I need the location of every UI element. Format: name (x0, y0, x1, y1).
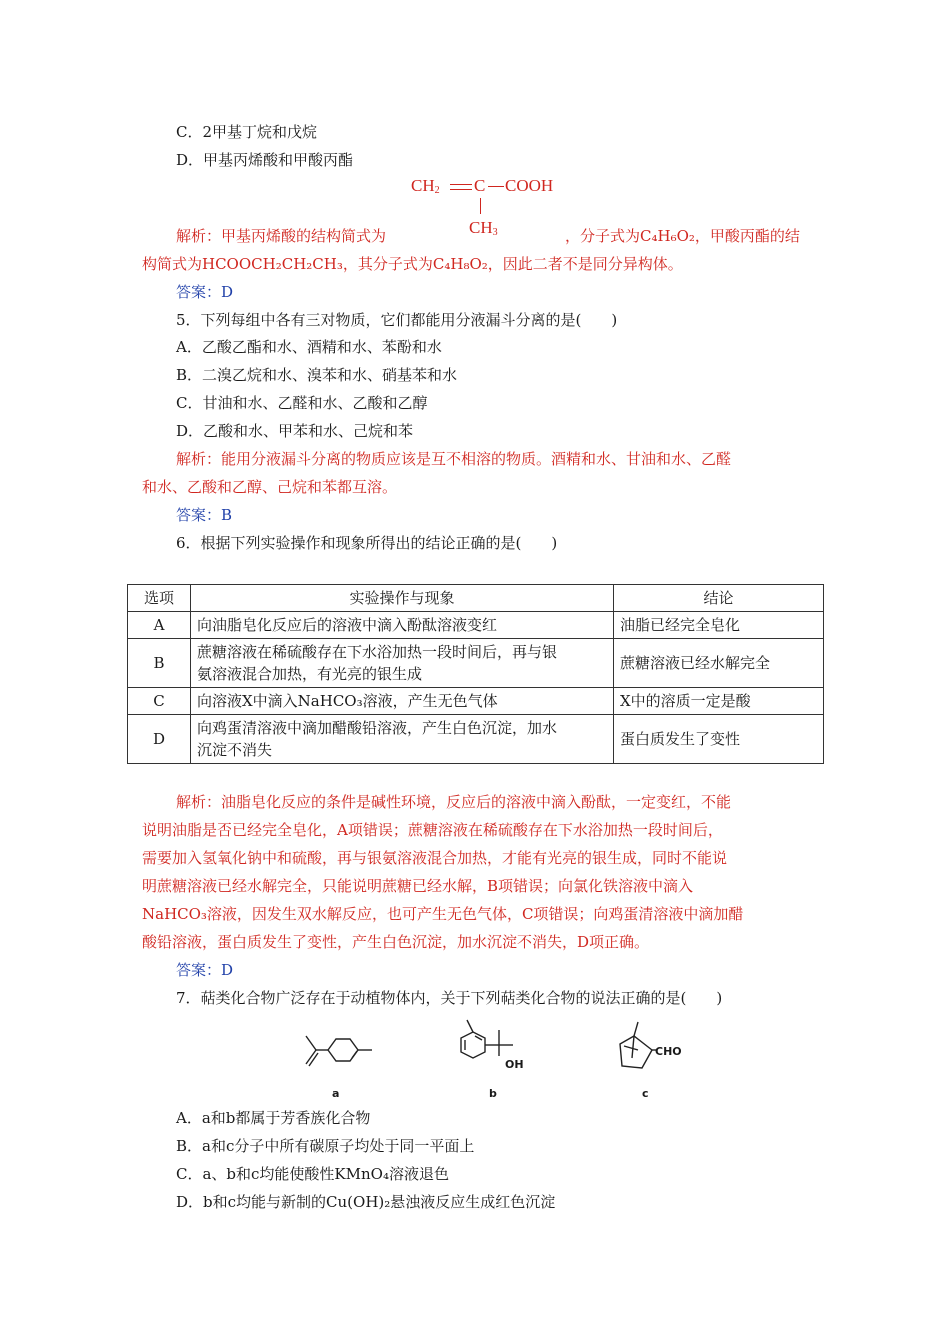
row-option: D (128, 715, 191, 764)
q5-analysis-line2: 和水、乙酸和乙醇、己烷和苯都互溶。 (142, 478, 398, 496)
q7-option-c: C．a、b和c均能使酸性KMnO₄溶液退色 (176, 1165, 449, 1183)
table-row (128, 688, 824, 715)
experiment-table (127, 584, 824, 764)
q6-analysis-line6: 酸铅溶液，蛋白质发生了变性，产生白色沉淀，加水沉淀不消失，D项正确。 (142, 933, 650, 951)
q6-answer: 答案：D (176, 961, 234, 979)
row-option: C (128, 688, 191, 715)
q7-option-a: A．a和b都属于芳香族化合物 (176, 1109, 371, 1127)
q5-stem: 5．下列每组中各有三对物质，它们都能用分液漏斗分离的是( ) (176, 311, 618, 329)
header-option: 选项 (128, 585, 191, 612)
vertical-bond (480, 198, 481, 214)
q7-option-d: D．b和c均能与新制的Cu(OH)₂悬浊液反应生成红色沉淀 (176, 1193, 556, 1211)
table-header-row (128, 585, 824, 612)
q5-analysis-line1: 解析：能用分液漏斗分离的物质应该是互不相溶的物质。酒精和水、甘油和水、乙醛 (176, 450, 732, 468)
table-row (128, 639, 824, 688)
q6-analysis-line1: 解析：油脂皂化反应的条件是碱性环境，反应后的溶液中滴入酚酞，一定变红，不能 (176, 793, 732, 811)
row-option: A (128, 612, 191, 639)
q5-option-a: A．乙酸乙酯和水、酒精和水、苯酚和水 (176, 338, 442, 356)
row-conclusion: 蔗糖溶液已经水解完全 (614, 639, 824, 688)
q7-stem: 7．萜类化合物广泛存在于动植物体内，关于下列萜类化合物的说法正确的是( ) (176, 989, 723, 1007)
row-operation-line1: 向鸡蛋清溶液中滴加醋酸铅溶液，产生白色沉淀，加水 (197, 719, 558, 737)
row-operation-line2: 沉淀不消失 (197, 741, 273, 759)
q6-analysis-line3: 需要加入氢氧化钠中和硫酸，再与银氨溶液混合加热，才能有光亮的银生成，同时不能说 (142, 849, 728, 867)
row-operation-line1: 蔗糖溶液在稀硫酸存在下水浴加热一段时间后，再与银 (197, 643, 558, 661)
row-operation (191, 715, 614, 764)
table-row (128, 715, 824, 764)
q5-option-d: D．乙酸和水、甲苯和水、己烷和苯 (176, 422, 414, 440)
methacrylic-acid-formula: $CH_2$ C COOH $CH_3$ (411, 176, 554, 238)
row-conclusion: 油脂已经完全皂化 (614, 612, 824, 639)
q5-answer: 答案：B (176, 506, 233, 524)
q5-option-b: B．二溴乙烷和水、溴苯和水、硝基苯和水 (176, 366, 458, 384)
q6-analysis-line4: 明蔗糖溶液已经水解完全，只能说明蔗糖已经水解，B项错误；向氯化铁溶液中滴入 (142, 877, 694, 895)
q6-analysis-line2: 说明油脂是否已经完全皂化，A项错误；蔗糖溶液在稀硫酸存在下水浴加热一段时间后， (142, 821, 723, 839)
q5-option-c: C．甘油和水、乙醛和水、乙酸和乙醇 (176, 394, 428, 412)
row-conclusion: X中的溶质一定是酸 (614, 688, 824, 715)
row-operation-line2: 氨溶液混合加热，有光亮的银生成 (197, 665, 423, 683)
header-conclusion: 结论 (614, 585, 824, 612)
q7-option-b: B．a和c分子中所有碳原子均处于同一平面上 (176, 1137, 475, 1155)
molecule-b-oh-label: OH (505, 1058, 524, 1071)
molecule-c-label: c (642, 1087, 649, 1100)
row-operation: 向溶液X中滴入NaHCO₃溶液，产生无色气体 (191, 688, 614, 715)
q4-option-c: C．2甲基丁烷和戊烷 (176, 123, 318, 141)
header-operation: 实验操作与现象 (191, 585, 614, 612)
row-operation (191, 639, 614, 688)
molecule-a-structure (300, 1030, 380, 1080)
molecule-c-cho-label: CHO (655, 1045, 682, 1058)
row-option: B (128, 639, 191, 688)
row-operation: 向油脂皂化反应后的溶液中滴入酚酞溶液变红 (191, 612, 614, 639)
q4-analysis-line2: 构简式为HCOOCH₂CH₂CH₃，其分子式为C₄H₈O₂，因此二者不是同分异构体。 (142, 255, 683, 273)
table-row (128, 612, 824, 639)
molecule-b-label: b (489, 1087, 497, 1100)
q4-analysis-line1: 解析：甲基丙烯酸的结构简式为 (176, 227, 387, 245)
q4-option-d: D．甲基丙烯酸和甲酸丙酯 (176, 151, 354, 169)
row-conclusion: 蛋白质发生了变性 (614, 715, 824, 764)
q6-analysis-line5: NaHCO₃溶液，因发生双水解反应，也可产生无色气体，C项错误；向鸡蛋清溶液中滴加醋 (142, 905, 744, 923)
single-bond (488, 186, 504, 187)
molecule-a-label: a (332, 1087, 340, 1100)
q4-answer: 答案：D (176, 283, 234, 301)
q4-analysis-line1b: ，分子式为C₄H₆O₂，甲酸丙酯的结 (565, 227, 800, 245)
double-bond (450, 184, 472, 190)
q6-stem: 6．根据下列实验操作和现象所得出的结论正确的是( ) (176, 534, 558, 552)
